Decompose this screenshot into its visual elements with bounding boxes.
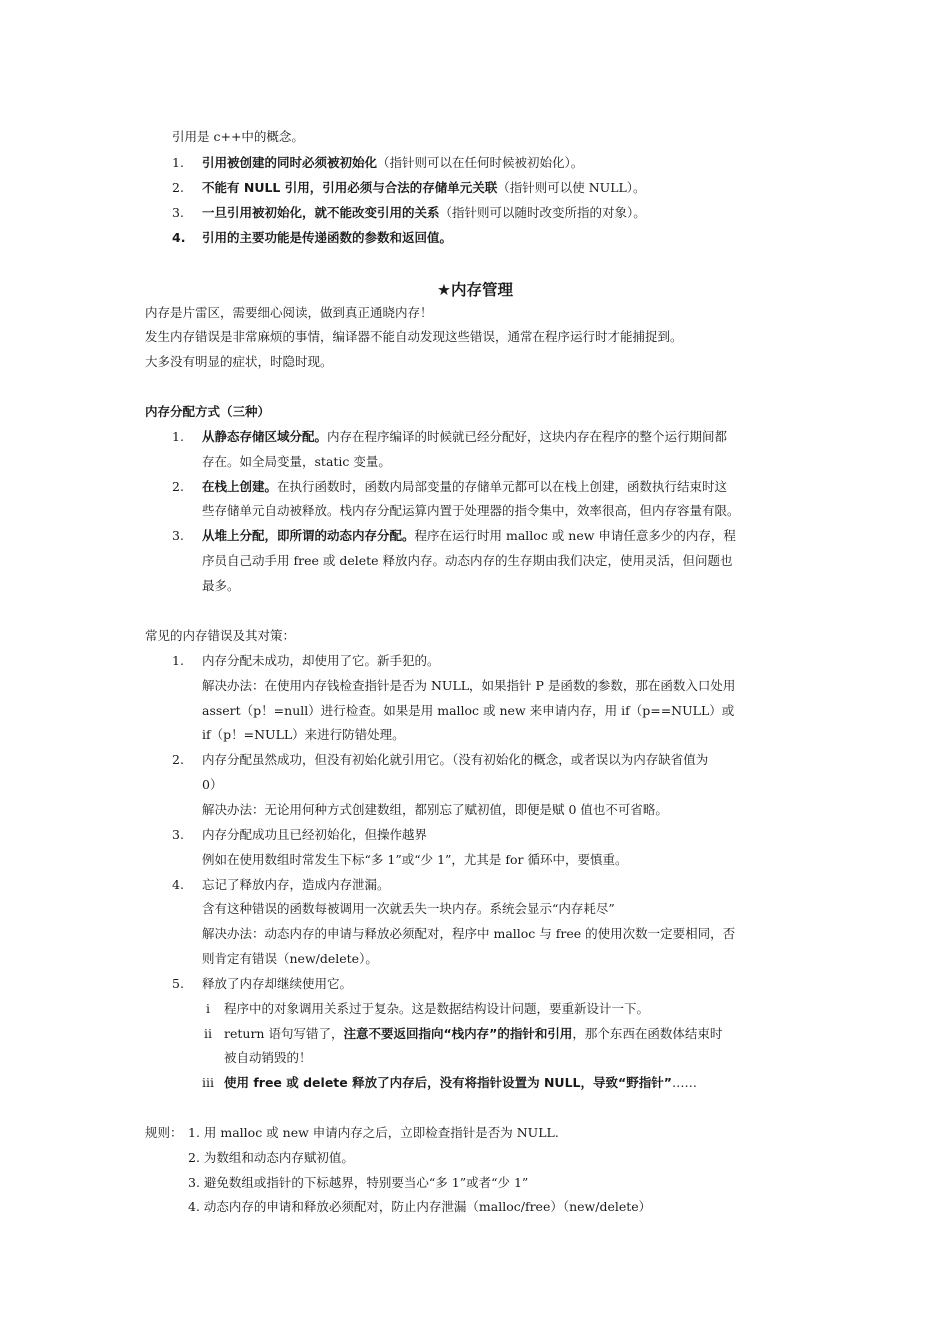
error-3-line-2: 例如在使用数组时常发生下标“多 1”或“少 1”，尤其是 for 循环中，要慎重。 bbox=[202, 852, 628, 867]
ref-item-3-number: 3. bbox=[172, 205, 184, 220]
error-2-line-2: 0） bbox=[202, 777, 223, 792]
error-2-number: 2. bbox=[172, 752, 184, 767]
error-4-line-3: 解决办法：动态内存的申请与释放必须配对，程序中 malloc 与 free 的使用次数一定要相同，否 bbox=[202, 926, 736, 941]
sub-2-bold: 注意不要返回指向“栈内存”的指针和引用 bbox=[343, 1026, 573, 1041]
error-1-number: 1. bbox=[172, 653, 184, 668]
rule-1: 1. 用 malloc 或 new 申请内存之后，立即检查指针是否为 NULL. bbox=[188, 1125, 559, 1140]
alloc-1-line-1 bbox=[202, 429, 727, 445]
error-3-number: 3. bbox=[172, 827, 184, 842]
sub-1-number: i bbox=[206, 1001, 210, 1016]
ref-item-4-bold: 引用的主要功能是传递函数的参数和返回值。 bbox=[202, 230, 453, 245]
ref-item-3-bold: 一旦引用被初始化，就不能改变引用的关系 bbox=[202, 205, 440, 220]
error-3-line-1: 内存分配成功且已经初始化，但操作越界 bbox=[202, 827, 428, 842]
ref-item-3 bbox=[202, 205, 646, 221]
alloc-3-line-1 bbox=[202, 528, 736, 544]
errors-heading: 常见的内存错误及其对策： bbox=[145, 628, 296, 643]
ref-item-2-rest: （指针则可以使 NULL）。 bbox=[497, 180, 646, 195]
error-1-line-3: assert（p！=null）进行检查。如果是用 malloc 或 new 来申请内存，用 if（p==NULL）或 bbox=[202, 703, 735, 718]
ref-intro: 引用是 c++中的概念。 bbox=[172, 129, 304, 144]
alloc-1-text: 内存在程序编译的时候就已经分配好，这块内存在程序的整个运行期间都 bbox=[327, 429, 728, 444]
error-1-line-1: 内存分配未成功，却使用了它。新手犯的。 bbox=[202, 653, 440, 668]
sub-3-post: …… bbox=[671, 1075, 697, 1090]
rule-3: 3. 避免数组或指针的下标越界，特别要当心“多 1”或者“少 1” bbox=[188, 1175, 529, 1190]
error-1-line-4: if（p！=NULL）来进行防错处理。 bbox=[202, 727, 405, 742]
ref-item-1-number: 1. bbox=[172, 155, 184, 170]
sub-3-number: iii bbox=[202, 1075, 214, 1090]
sub-2-line-1 bbox=[224, 1026, 722, 1042]
alloc-3-line-2: 序员自己动手用 free 或 delete 释放内存。动态内存的生存期由我们决定，使用灵活，但问题也 bbox=[202, 553, 733, 568]
alloc-2-number: 2. bbox=[172, 479, 184, 494]
alloc-heading: 内存分配方式（三种） bbox=[145, 404, 271, 419]
ref-item-4-number: 4. bbox=[172, 230, 186, 245]
sub-3-line-1 bbox=[224, 1075, 697, 1091]
ref-item-4 bbox=[202, 230, 452, 246]
error-2-line-1: 内存分配虽然成功，但没有初始化就引用它。（没有初始化的概念，或者误以为内存缺省值为 bbox=[202, 752, 709, 767]
alloc-2-text: 在执行函数时，函数内局部变量的存储单元都可以在栈上创建，函数执行结束时这 bbox=[277, 479, 728, 494]
alloc-3-number: 3. bbox=[172, 528, 184, 543]
ref-item-2-number: 2. bbox=[172, 180, 184, 195]
error-4-line-1: 忘记了释放内存，造成内存泄漏。 bbox=[202, 877, 390, 892]
section-title: ★内存管理 bbox=[437, 281, 513, 299]
alloc-3-line-3: 最多。 bbox=[202, 578, 240, 593]
memory-intro-1: 内存是片雷区，需要细心阅读，做到真正通晓内存！ bbox=[145, 305, 433, 320]
sub-2-line-2: 被自动销毁的！ bbox=[224, 1050, 312, 1065]
ref-item-1-bold: 引用被创建的同时必须被初始化 bbox=[202, 155, 378, 170]
alloc-2-bold: 在栈上创建。 bbox=[202, 479, 278, 494]
rules-label: 规则： bbox=[145, 1125, 183, 1140]
error-5-line-1: 释放了内存却继续使用它。 bbox=[202, 976, 353, 991]
error-4-number: 4. bbox=[172, 877, 184, 892]
alloc-3-text: 程序在运行时用 malloc 或 new 申请任意多少的内存，程 bbox=[414, 528, 736, 543]
ref-item-2 bbox=[202, 180, 646, 196]
sub-3-bold: 使用 free 或 delete 释放了内存后，没有将指针设置为 NULL，导致“野指针” bbox=[224, 1075, 672, 1090]
memory-intro-3: 大多没有明显的症状，时隐时现。 bbox=[145, 354, 333, 369]
error-4-line-2: 含有这种错误的函数每被调用一次就丢失一块内存。系统会显示“内存耗尽” bbox=[202, 901, 615, 916]
sub-1-text: 程序中的对象调用关系过于复杂。这是数据结构设计问题，要重新设计一下。 bbox=[224, 1001, 650, 1016]
error-2-line-3: 解决办法：无论用何种方式创建数组，都别忘了赋初值，即便是赋 0 值也不可省略。 bbox=[202, 802, 668, 817]
ref-item-1 bbox=[202, 155, 583, 171]
sub-2-post: ，那个东西在函数体结束时 bbox=[572, 1026, 723, 1041]
alloc-1-number: 1. bbox=[172, 429, 184, 444]
ref-item-2-bold: 不能有 NULL 引用，引用必须与合法的存储单元关联 bbox=[202, 180, 498, 195]
alloc-2-line-1 bbox=[202, 479, 727, 495]
error-5-number: 5. bbox=[172, 976, 184, 991]
rule-4: 4. 动态内存的申请和释放必须配对，防止内存泄漏（malloc/free）（new/delete） bbox=[188, 1199, 652, 1214]
sub-2-number: ii bbox=[204, 1026, 212, 1041]
memory-intro-2: 发生内存错误是非常麻烦的事情，编译器不能自动发现这些错误，通常在程序运行时才能捕捉到。 bbox=[145, 329, 683, 344]
ref-item-1-rest: （指针则可以在任何时候被初始化）。 bbox=[377, 155, 584, 170]
rule-2: 2. 为数组和动态内存赋初值。 bbox=[188, 1150, 354, 1165]
alloc-3-bold: 从堆上分配，即所谓的动态内存分配。 bbox=[202, 528, 415, 543]
alloc-1-line-2: 存在。如全局变量，static 变量。 bbox=[202, 454, 391, 469]
alloc-1-bold: 从静态存储区域分配。 bbox=[202, 429, 328, 444]
sub-2-pre: return 语句写错了， bbox=[224, 1026, 344, 1041]
ref-item-3-rest: （指针则可以随时改变所指的对象）。 bbox=[439, 205, 646, 220]
alloc-2-line-2: 些存储单元自动被释放。栈内存分配运算内置于处理器的指令集中，效率很高，但内存容量有限。 bbox=[202, 503, 740, 518]
error-1-line-2: 解决办法：在使用内存钱检查指针是否为 NULL，如果指针 P 是函数的参数，那在函数入口处用 bbox=[202, 678, 736, 693]
error-4-line-4: 则肯定有错误（new/delete）。 bbox=[202, 951, 378, 966]
